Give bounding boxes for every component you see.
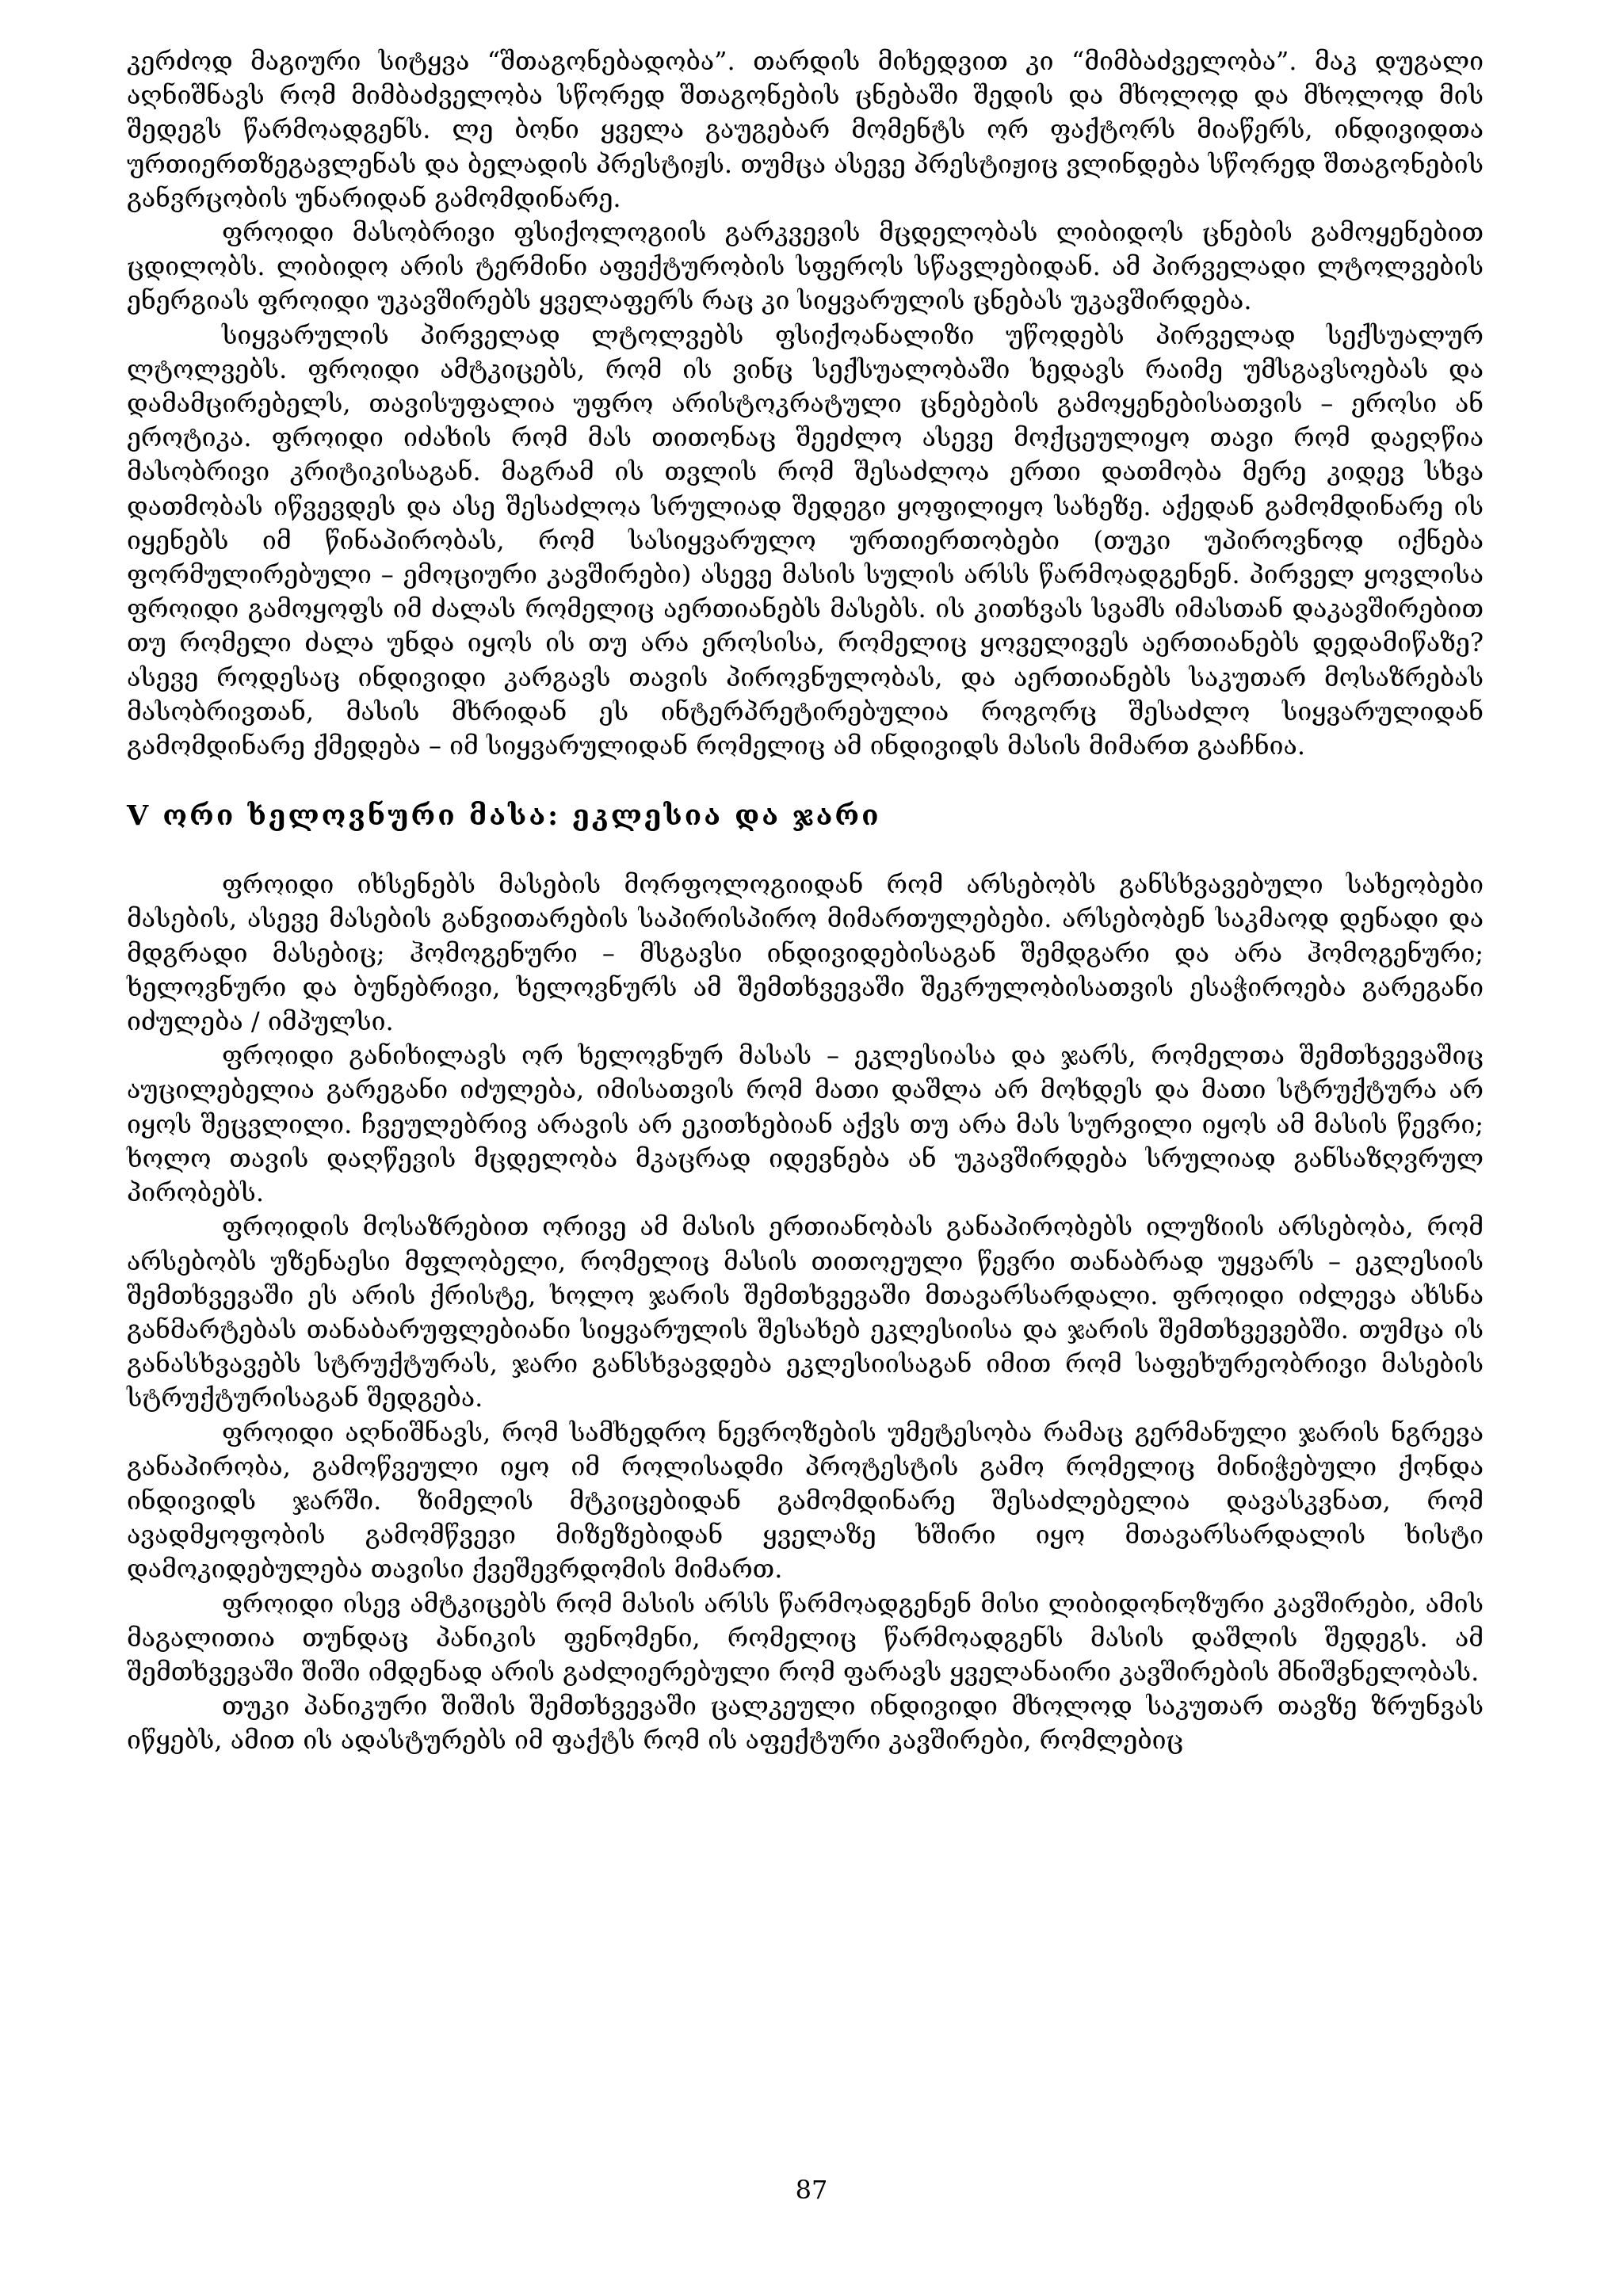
page-body xyxy=(127,44,1484,1758)
section-heading: V ორი ხელოვნური მასა: ეკლესია და ჯარი xyxy=(127,799,881,833)
page-number: 87 xyxy=(795,2175,828,2205)
paragraph: ფროიდი განიხილავს ორ ხელოვნურ მასას – ეკლესიასა და ჯარს, რომელთა შემთხვევაშიც აუცილებელია გარეგანი იძულება, იმისათვის რომ მათი დაშლა არ მოხდეს და მათი სტრუქტურა არ იყოს შეცვლილი. ჩვეულებრივ არავის არ ეკითხებიან აქვს თუ არა მას სურვილი იყოს ამ მასის წევრი; ხოლო თავის დაღწევის მცდელობა მკაცრად იდევნება ან უკავშირდება სრულიად განსაზღვრულ პირობებს. xyxy=(127,1040,1484,1208)
paragraph: ფროიდი ისევ ამტკიცებს რომ მასის არსს წარმოადგენენ მისი ლიბიდონოზური კავშირები, ამის მაგალითია თუნდაც პანიკის ფენომენი, რომელიც წარმოადგენს მასის დაშლის შედეგს. ამ შემთხვევაში შიში იმდენად არის გაძლიერებული რომ ფარავს ყველანაირი კავშირების მნიშვნელობას. xyxy=(127,1588,1484,1687)
text-block-after xyxy=(127,868,1484,1757)
paragraph: სიყვარულის პირველად ლტოლვებს ფსიქოანალიზი უწოდებს პირველად სექსუალურ ლტოლვებს. ფროიდი ამტკიცებს, რომ ის ვინც სექსუალობაში ხედავს რაიმე უმსგავსოებას და დამამცირებელს, თავისუფალია უფრო არისტოკრატული ცნებების გამოყენებისათვის – ეროსი ან ეროტიკა. ფროიდი იძახის რომ მას თითონაც შეეძლო ასევე მოქცეულიყო თავი რომ დაეღწია მასობრივი კრიტიკისაგან. მაგრამ ის თვლის რომ შესაძლოა ერთი დათმობა მერე კიდევ სხვა დათმობას იწვევდეს და ასე შესაძლოა სრულიად შედეგი ყოფილიყო სახეზე. აქედან გამომდინარე ის იყენებს იმ წინაპირობას, რომ სასიყვარულო ურთიერთობები (თუკი უპიროვნოდ იქნება ფორმულირებული – ემოციური კავშირები) ასევე მასის სულის არსს წარმოადგენენ. პირველ ყოვლისა ფროიდი გამოყოფს იმ ძალას რომელიც აერთიანებს მასებს. ის კითხვას სვამს იმასთან დაკავშირებით თუ რომელი ძალა უნდა იყოს ის თუ არა ეროსისა, რომელიც ყოველივეს აერთიანებს დედამიწაზე? ასევე როდესაც ინდივიდი კარგავს თავის პიროვნულობას, და აერთიანებს საკუთარ მოსაზრებას მასობრივთან, მასის მხრიდან ეს ინტერპრეტირებულია როგორც შესაძლო სიყვარულიდან გამომდინარე ქმედება – იმ სიყვარულიდან რომელიც ამ ინდივიდს მასის მიმართ გააჩნია. xyxy=(127,319,1484,761)
paragraph: ფროიდი მასობრივი ფსიქოლოგიის გარკვევის მცდელობას ლიბიდოს ცნების გამოყენებით ცდილობს. ლიბიდო არის ტერმინი აფექტურობის სფეროს სწავლებიდან. ამ პირველადი ლტოლვების ენერგიას ფროიდი უკავშირებს ყველაფერს რაც კი სიყვარულის ცნებას უკავშირდება. xyxy=(127,217,1484,316)
paragraph: ფროიდის მოსაზრებით ორივე ამ მასის ერთიანობას განაპირობებს ილუზიის არსებობა, რომ არსებობს უზენაესი მფლობელი, რომელიც მასის თითოეული წევრი თანაბრად უყვარს – ეკლესიის შემთხვევაში ეს არის ქრისტე, ხოლო ჯარის შემთხვევაში მთავარსარდალი. ფროიდი იძლევა ახსნა განმარტებას თანაბარუფლებიანი სიყვარულის შესახებ ეკლესიისა და ჯარის შემთხვევებში. თუმცა ის განასხვავებს სტრუქტურას, ჯარი განსხვავდება ეკლესიისაგან იმით რომ საფეხურეობრივი მასების სტრუქტურისაგან შედგება. xyxy=(127,1211,1484,1413)
paragraph: კერძოდ მაგიური სიტყვა “შთაგონებადობა”. თარდის მიხედვით კი “მიმბაძველობა”. მაკ დუგალი აღნიშნავს რომ მიმბაძველობა სწორედ შთაგონების ცნებაში შედის და მხოლოდ და მხოლოდ მის შედეგს წარმოადგენს. ლე ბონი ყველა გაუგებარ მომენტს ორ ფაქტორს მიაწერს, ინდივიდთა ურთიერთზეგავლენას და ბელადის პრესტიჟს. თუმცა ასევე პრესტიჟიც ვლინდება სწორედ შთაგონების განვრცობის უნარიდან გამომდინარე. xyxy=(127,46,1484,213)
paragraph: თუკი პანიკური შიშის შემთხვევაში ცალკეული ინდივიდი მხოლოდ საკუთარ თავზე ზრუნვას იწყებს, ამით ის ადასტურებს იმ ფაქტს რომ ის აფექტური კავშირები, რომლებიც xyxy=(127,1691,1484,1756)
text-block-before xyxy=(127,44,1484,763)
paragraph: ფროიდი აღნიშნავს, რომ სამხედრო ნევროზების უმეტესობა რამაც გერმანული ჯარის ნგრევა განაპირობა, გამოწვეული იყო იმ როლისადმი პროტესტის გამო რომელიც მინიჭებული ქონდა ინდივიდს ჯარში. ზიმელის მტკიცებიდან გამომდინარე შესაძლებელია დავასკვნათ, რომ ავადმყოფობის გამომწვევი მიზეზებიდან ყველაზე ხშირი იყო მთავარსარდალის ხისტი დამოკიდებულება თავისი ქვეშევრდომის მიმართ. xyxy=(127,1417,1484,1585)
paragraph: ფროიდი იხსენებს მასების მორფოლოგიიდან რომ არსებობს განსხვავებული სახეობები მასების, ასევე მასების განვითარების საპირისპირო მიმართულებები. არსებობენ საკმაოდ დენადი და მდგრადი მასებიც; ჰომოგენური – მსგავსი ინდივიდებისაგან შემდგარი და არა ჰომოგენური; ხელოვნური და ბუნებრივი, ხელოვნურს ამ შემთხვევაში შეკრულობისათვის ესაჭიროება გარეგანი იძულება / იმპულსი. xyxy=(127,869,1484,1037)
